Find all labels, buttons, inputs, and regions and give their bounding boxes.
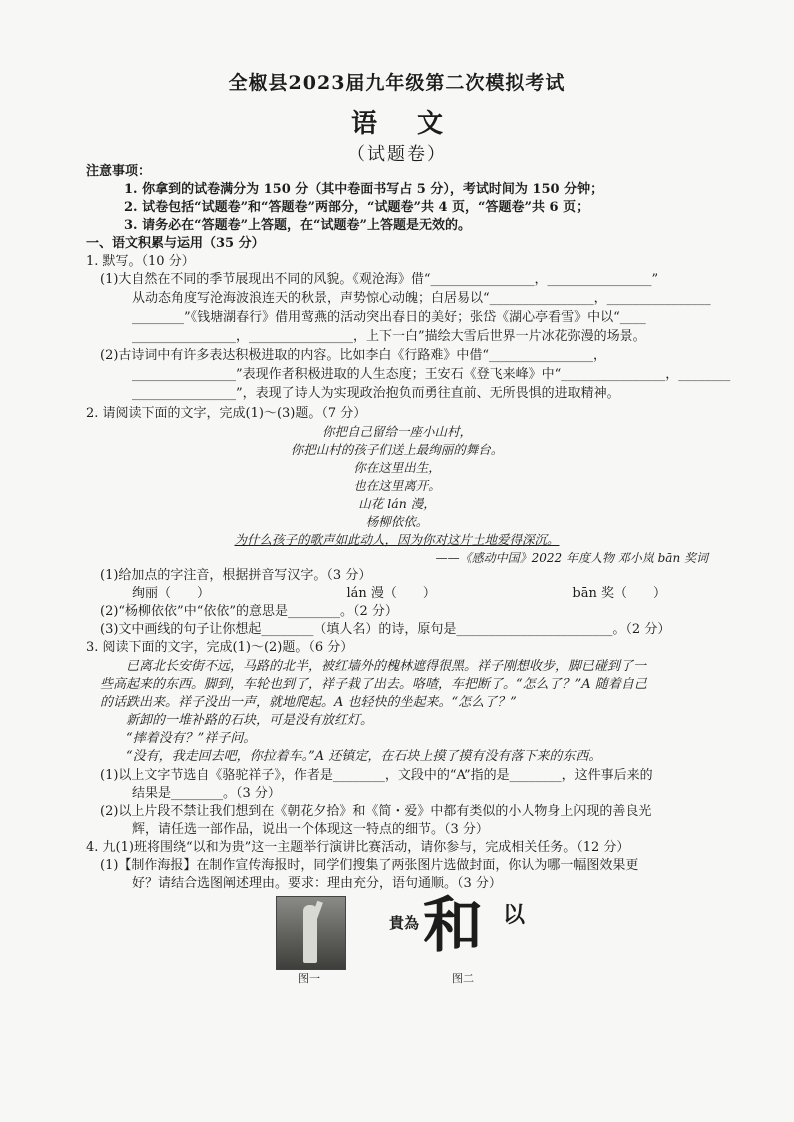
- figure-one-image: [276, 896, 346, 970]
- question-line: 从动态角度写沧海波浪连天的秋景，声势惊心动魄；白居易以“________________，________________: [132, 291, 711, 306]
- calligraphy-small-text: 貴為: [389, 914, 420, 932]
- question-line: ________”《钱塘湖春行》借用莺燕的活动突出春日的美好；张岱《湖心亭看雪》中以“____: [132, 310, 646, 325]
- question-line: 结果是________。（3 分）: [132, 786, 281, 801]
- passage-line: 新卸的一堆补路的石块，可是没有放红灯。: [100, 713, 374, 728]
- poem-line: 你在这里出生，: [353, 460, 441, 475]
- question-line: (1)大自然在不同的季节展现出不同的风貌。《观沧海》借“________________，________________”: [100, 272, 659, 287]
- notes-heading: 注意事项：: [86, 164, 152, 179]
- question-line: 绚丽（ ） lán 漫（ ） bān 奖（ ）: [132, 586, 666, 601]
- question-line: ________________”表现作者积极进取的人生态度；王安石《登飞来峰》中“________________，________: [132, 367, 731, 382]
- figure-two-calligraphy: [385, 891, 535, 972]
- section-heading: 一、语文积累与运用（35 分）: [86, 236, 265, 251]
- calligraphy-side-char: 以: [503, 902, 526, 928]
- note-item: 3. 请务必在“答题卷”上答题，在“试题卷”上答题是无效的。: [124, 218, 472, 233]
- question-line: (3)文中画线的句子让你想起________（填人名）的诗，原句是________________________。（2 分）: [100, 622, 671, 637]
- figure-two-caption: 图二: [452, 972, 474, 985]
- question-title: 3. 阅读下面的文字，完成(1)～(2)题。（6 分）: [86, 640, 354, 655]
- note-item: 2. 试卷包括“试题卷”和“答题卷”两部分，“试题卷”共 4 页，“答题卷”共 6 页；: [124, 200, 590, 215]
- figure-one-caption: 图一: [298, 972, 320, 985]
- calligraphy-large-char: 和: [423, 891, 479, 961]
- passage-line: 已离北长安街不远，马路的北半，被红墙外的槐林遮得很黑。祥子刚想收步，脚已碰到了一: [100, 659, 647, 674]
- exam-title: 全椒县2023届九年级第二次模拟考试: [228, 72, 566, 94]
- question-line: (1)给加点的字注音，根据拼音写汉字。（3 分）: [100, 568, 372, 583]
- question-title: 1. 默写。（10 分）: [86, 254, 195, 269]
- passage-line: “没有，我走回去吧，你拉着车。”A 还镇定，在石块上摸了摸有没有落下来的东西。: [100, 749, 602, 764]
- poem-line: 你把自己留给一座小山村，: [321, 424, 472, 439]
- poem-line: 杨柳依依。: [365, 514, 429, 529]
- poem-source: ——《感动中国》2022 年度人物 邓小岚 bān 奖词: [435, 551, 708, 565]
- passage-line: 的话跌出来。祥子没出一声，就地爬起。A 也轻快的坐起来。“怎么了？”: [100, 695, 517, 710]
- question-line: (1)【制作海报】在制作宣传海报时，同学们搜集了两张图片选做封面，你认为哪一幅图效果更: [100, 858, 639, 873]
- question-line: (1)以上文字节选自《骆驼祥子》，作者是________，文段中的“A”指的是________，这件事后来的: [100, 768, 653, 783]
- subject-title: 语文: [350, 109, 483, 139]
- paper-type: （试题卷）: [347, 144, 447, 165]
- poem-line: 也在这里离开。: [353, 478, 441, 493]
- question-line: (2)古诗词中有许多表达积极进取的内容。比如李白《行路难》中借“________________，: [100, 348, 607, 363]
- question-line: (2)“杨柳依依”中“依依”的意思是________。（2 分）: [100, 604, 398, 619]
- note-item: 1. 你拿到的试卷满分为 150 分（其中卷面书写占 5 分），考试时间为 150 分钟；: [124, 182, 604, 197]
- question-title: 2. 请阅读下面的文字，完成(1)～(3)题。（7 分）: [86, 406, 367, 421]
- poem-underlined-line: 为什么孩子的歌声如此动人，因为你对这片土地爱得深沉。: [234, 532, 560, 547]
- question-line: (2)以上片段不禁让我们想到在《朝花夕拾》和《简・爱》中都有类似的小人物身上闪现的善良光: [100, 804, 652, 819]
- question-title: 4. 九(1)班将围绕“以和为贵”这一主题举行演讲比赛活动，请你参与，完成相关任务。（12 分）: [86, 840, 630, 855]
- question-line: 好？请结合选图阐述理由。要求：理由充分，语句通顺。（3 分）: [132, 876, 502, 891]
- question-line: ________________，________________，上下一白”描绘大雪后世界一片冰花弥漫的场景。: [132, 329, 646, 344]
- poem-line: 你把山村的孩子们送上最绚丽的舞台。: [290, 442, 504, 457]
- question-line: 辉，请任选一部作品，说出一个体现这一特点的细节。（3 分）: [132, 822, 489, 837]
- poem-line: 山花 lán 漫，: [358, 496, 436, 511]
- passage-line: “摔着没有？”祥子问。: [100, 731, 257, 746]
- question-line: ________________”，表现了诗人为实现政治抱负而勇往直前、无所畏惧的进取精神。: [132, 386, 620, 401]
- passage-line: 些高起来的东西。脚到，车轮也到了，祥子栽了出去。咯喳，车把断了。“怎么了？”A 随着自己: [100, 677, 647, 692]
